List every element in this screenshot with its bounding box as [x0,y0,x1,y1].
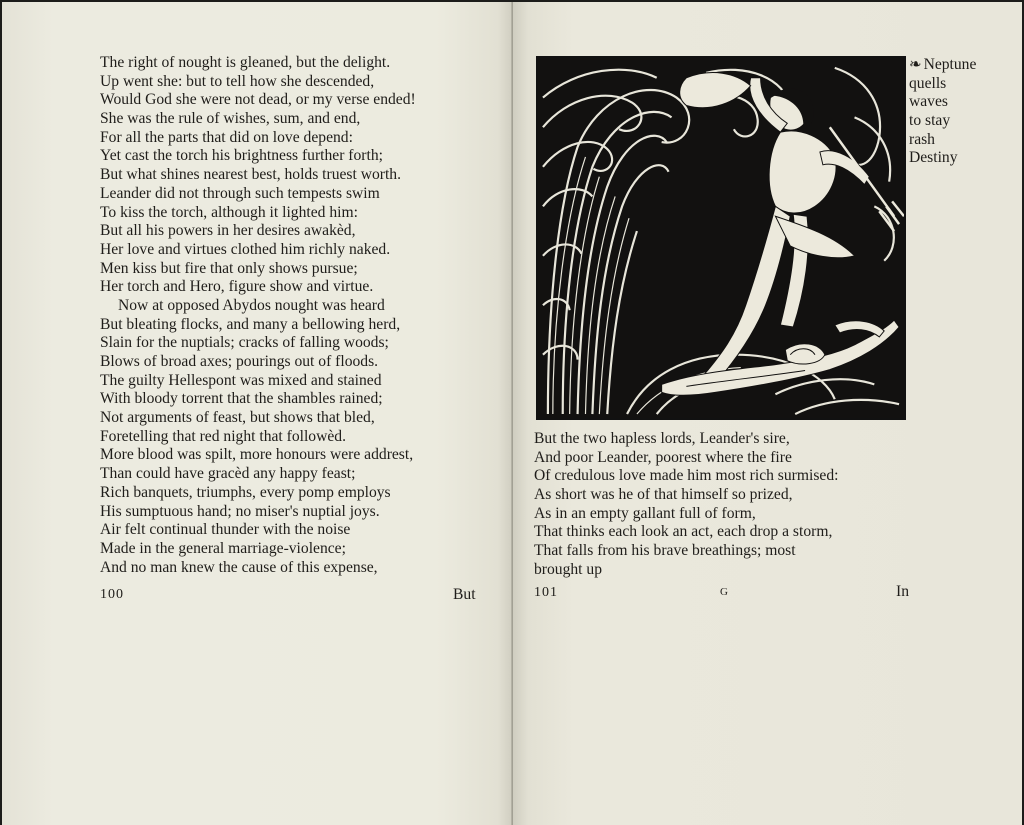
text-line: But bleating flocks, and many a bellowing herd, [100,315,401,333]
text-line: And no man knew the cause of this expense, [100,558,378,576]
text-line: His sumptuous hand; no miser's nuptial joys. [100,502,380,520]
text-line: Now at opposed Abydos nought was heard [118,296,385,314]
text-line: Slain for the nuptials; cracks of falling woods; [100,334,389,352]
text-line: As in an empty gallant full of form, [534,504,756,522]
text-line: More blood was spilt, more honours were addrest, [100,446,414,464]
left-page [2,2,513,825]
marginal-note [909,56,976,168]
text-line: To kiss the torch, although it lighted him: [100,203,358,221]
text-line: Rich banquets, triumphs, every pomp employs [100,483,391,501]
text-line: That falls from his brave breathings; most [534,542,796,560]
text-line: Her torch and Hero, figure show and virtue. [100,278,374,296]
marginal-line: waves [909,93,948,111]
marginal-line: to stay [909,112,951,130]
page-number: 100 [100,587,124,602]
marginal-line [909,56,976,75]
text-line: Than could have gracèd any happy feast; [100,465,356,483]
text-line: Air felt continual thunder with the noise [100,521,351,539]
text-line: That thinks each look an act, each drop a storm, [534,523,833,541]
marginal-line: rash [909,130,935,148]
text-line: brought up [534,560,603,578]
marginal-text: Neptune [923,56,977,73]
right-page-text [534,430,838,580]
text-line: As short was he of that himself so prized, [534,486,793,504]
woodcut-illustration [536,56,906,420]
text-line: The right of nought is gleaned, but the delight. [100,54,391,71]
text-line: Not arguments of feast, but shows that bled, [100,409,375,427]
text-line: She was the rule of wishes, sum, and end, [100,110,361,128]
text-line: Yet cast the torch his brightness further forth; [100,147,383,165]
catchword: In [896,583,909,600]
text-line: Foretelling that red night that followèd. [100,427,346,445]
text-line: The guilty Hellespont was mixed and stained [100,371,382,389]
text-line: With bloody torrent that the shambles rained; [100,390,383,408]
catchword: But [453,586,476,603]
right-page [513,2,1022,825]
text-line: Made in the general marriage-violence; [100,539,346,557]
text-line: But the two hapless lords, Leander's sire, [534,430,790,447]
signature-mark: G [720,586,729,598]
page-number: 101 [534,585,558,600]
marginal-line: quells [909,74,947,92]
text-line: But all his powers in her desires awakèd, [100,222,356,240]
marginal-line: Destiny [909,149,958,167]
text-line: Leander did not through such tempests swim [100,184,380,202]
text-line: Her love and virtues clothed him richly naked. [100,240,391,258]
text-line: Of credulous love made him most rich surmised: [534,467,839,485]
text-line: For all the parts that did on love depend: [100,128,353,146]
text-line: And poor Leander, poorest where the fire [534,448,792,466]
text-line: Would God she were not dead, or my verse ended! [100,91,416,109]
neptune-illustration [538,58,904,418]
text-line: Blows of broad axes; pourings out of floods. [100,353,379,370]
text-line: But what shines nearest best, holds truest worth. [100,166,402,184]
left-page-text [100,54,416,577]
text-line: Up went she: but to tell how she descended, [100,72,375,90]
text-line: Men kiss but fire that only shows pursue; [100,259,358,277]
fleuron-icon: ❧ [909,57,922,73]
